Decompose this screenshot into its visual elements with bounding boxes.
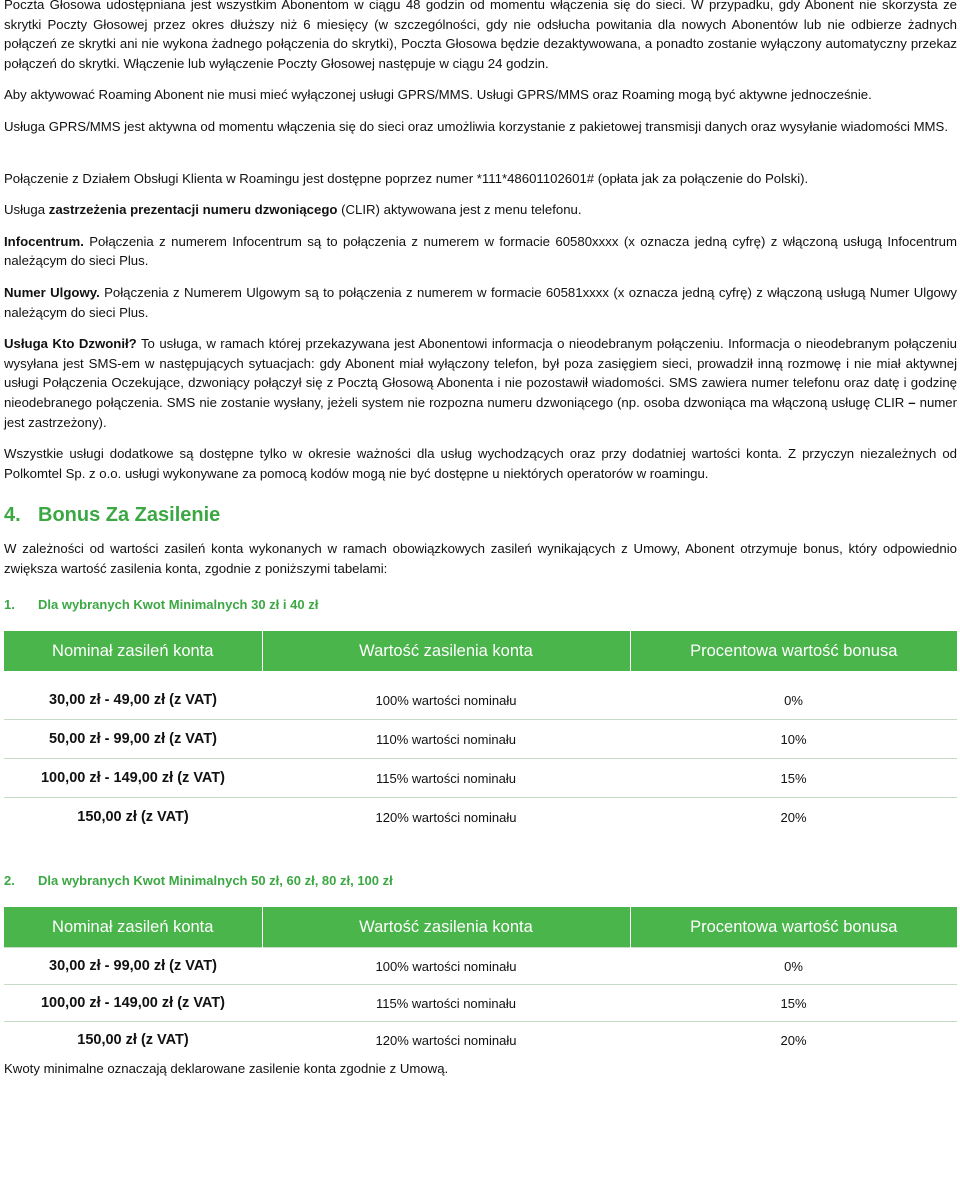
table2-number: 2.	[4, 873, 15, 889]
bonus-table-2	[4, 907, 957, 1058]
cell-bonus: 20%	[630, 1022, 957, 1059]
infocentrum-paragraph	[4, 232, 957, 271]
header-nominal: Nominał zasileń konta	[4, 907, 262, 948]
table1-number: 1.	[4, 597, 15, 613]
table2-caption-text: Dla wybranych Kwot Minimalnych 50 zł, 60 zł, 80 zł, 100 zł	[38, 873, 393, 889]
voicemail-paragraph: Poczta Głosowa udostępniana jest wszystkim Abonentom w ciągu 48 godzin od momentu włączenia się do sieci. W przypadku, gdy Abonent nie skorzysta ze skrytki Poczty Głosowej przez okres dłuższy niż 6 miesięcy (w szczególności, gdy nie odsłucha powitania dla nowych Abonentów lub nie odbierze żadnych połączeń ze skrytki ani nie wykona żadnego połączenia do skrytki), Poczta Głosowa będzie dezaktywowana, a ponadto zostanie wyłączony automatyczny przekaz połączeń do skrytki. Włączenie lub wyłączenie Poczty Głosowej następuje w ciągu 24 godzin.	[4, 0, 957, 71]
table-row	[4, 1022, 957, 1059]
additional-services-paragraph: Wszystkie usługi dodatkowe są dostępne tylko w okresie ważności dla usług wychodzących oraz przy dodatniej wartości konta. Z przyczyn niezależnych od Polkomtel Sp. z o.o. usługi wykonywane za pomocą kodów mogą nie być dostępne u niektórych operatorów w roamingu.	[4, 446, 957, 481]
table1-caption-text: Dla wybranych Kwot Minimalnych 30 zł i 40 zł	[38, 597, 319, 613]
kto-dzwonil-end: numer jest zastrzeżony).	[4, 394, 957, 430]
cell-value: 120% wartości nominału	[262, 798, 630, 837]
gprs-paragraph: Usługa GPRS/MMS jest aktywna od momentu włączenia się do sieci oraz umożliwia korzystanie z pakietowej transmisji danych oraz wysyłanie wiadomości MMS.	[4, 118, 948, 134]
cell-value: 115% wartości nominału	[262, 985, 630, 1022]
cell-nominal: 30,00 zł - 99,00 zł (z VAT)	[4, 948, 262, 985]
cell-bonus: 10%	[630, 720, 957, 759]
table-row	[4, 720, 957, 759]
table-row	[4, 948, 957, 985]
cell-nominal: 150,00 zł (z VAT)	[4, 798, 262, 837]
clir-prefix: Usługa	[4, 202, 49, 218]
table-row	[4, 671, 957, 720]
kto-dzwonil-dash: –	[908, 394, 916, 410]
infocentrum-label: Infocentrum.	[4, 233, 84, 249]
cell-bonus: 20%	[630, 798, 957, 837]
header-value: Wartość zasilenia konta	[262, 631, 630, 671]
footnote: Kwoty minimalne oznaczają deklarowane zasilenie konta zgodnie z Umową.	[4, 1061, 449, 1077]
section-intro-paragraph: W zależności od wartości zasileń konta wykonanych w ramach obowiązkowych zasileń wynikających z Umowy, Abonent otrzymuje bonus, który odpowiednio zwiększa wartość zasilenia konta, zgodnie z poniższymi tabelami:	[4, 541, 957, 576]
cell-bonus: 0%	[784, 692, 803, 708]
numer-ulgowy-paragraph	[4, 283, 957, 322]
header-nominal: Nominał zasileń konta	[4, 631, 262, 671]
table-header-row	[4, 631, 957, 671]
table2-caption	[4, 872, 957, 890]
cell-nominal: 100,00 zł - 149,00 zł (z VAT)	[4, 759, 262, 798]
infocentrum-text: Połączenia z numerem Infocentrum są to połączenia z numerem w formacie 60580xxxx (x oznacza jedną cyfrę) z włączoną usługą Infocentrum należącym do sieci Plus.	[4, 233, 957, 269]
cell-bonus: 15%	[630, 985, 957, 1022]
cell-value: 110% wartości nominału	[262, 720, 630, 759]
numer-ulgowy-label: Numer Ulgowy.	[4, 284, 100, 300]
cell-bonus: 15%	[630, 759, 957, 798]
cell-nominal: 30,00 zł - 49,00 zł (z VAT)	[49, 692, 217, 709]
bonus-table-1	[4, 631, 957, 836]
header-bonus: Procentowa wartość bonusa	[630, 631, 957, 671]
header-value: Wartość zasilenia konta	[262, 907, 630, 948]
cell-value: 100% wartości nominału	[375, 692, 517, 708]
table-row	[4, 759, 957, 798]
document-page	[4, 0, 957, 1078]
cell-value: 115% wartości nominału	[262, 759, 630, 798]
numer-ulgowy-text: Połączenia z Numerem Ulgowym są to połączenia z numerem w formacie 60581xxxx (x oznacza jedną cyfrę) z włączoną usługą Numer Ulgowy należącym do sieci Plus.	[4, 284, 957, 320]
kto-dzwonil-text: To usługa, w ramach której przekazywana jest Abonentowi informacja o nieodebranym połączeniu. Informacja o nieodebranym połączeniu wysyłana jest SMS-em w następujących sytuacjach: gdy Abonent miał wyłączony telefon, był poza zasięgiem sieci, prowadził inną rozmowę i nie miał aktywnej usługi Połączenia Oczekujące, dzwoniący połączył się z Pocztą Głosową Abonenta i nie pozostawił wiadomości. SMS zawiera numer telefonu oraz datę i godzinę nieodebranego połączenia. SMS nie zostanie wysłany, jeżeli system nie rozpozna numeru dzwoniącego (np. osoba dzwoniąca ma włączoną usługę CLIR	[4, 336, 957, 410]
cell-nominal: 100,00 zł - 149,00 zł (z VAT)	[4, 985, 262, 1022]
cell-value: 120% wartości nominału	[262, 1022, 630, 1059]
clir-bold-text: zastrzeżenia prezentacji numeru dzwoniącego	[48, 202, 338, 218]
cell-bonus: 0%	[630, 948, 957, 985]
section-title: Bonus Za Zasilenie	[38, 504, 221, 527]
kto-dzwonil-paragraph	[4, 334, 957, 432]
table-row	[4, 798, 957, 837]
clir-paragraph	[4, 200, 957, 220]
header-bonus: Procentowa wartość bonusa	[630, 907, 957, 948]
roaming-contact-paragraph: Połączenie z Działem Obsługi Klienta w Roamingu jest dostępne poprzez numer *111*48601102601# (opłata jak za połączenie do Polski).	[4, 170, 809, 186]
section-heading	[4, 503, 957, 527]
table-header-row	[4, 907, 957, 948]
kto-dzwonil-label: Usługa Kto Dzwonił?	[4, 336, 137, 352]
roaming-paragraph: Aby aktywować Roaming Abonent nie musi mieć wyłączonej usługi GPRS/MMS. Usługi GPRS/MMS oraz Roaming mogą być aktywne jednocześnie.	[4, 87, 872, 103]
table-row	[4, 985, 957, 1022]
section-number: 4.	[4, 504, 21, 527]
clir-suffix: (CLIR) aktywowana jest z menu telefonu.	[337, 202, 582, 218]
cell-nominal: 50,00 zł - 99,00 zł (z VAT)	[4, 720, 262, 759]
cell-value: 100% wartości nominału	[262, 948, 630, 985]
table1-caption	[4, 596, 957, 614]
cell-nominal: 150,00 zł (z VAT)	[4, 1022, 262, 1059]
